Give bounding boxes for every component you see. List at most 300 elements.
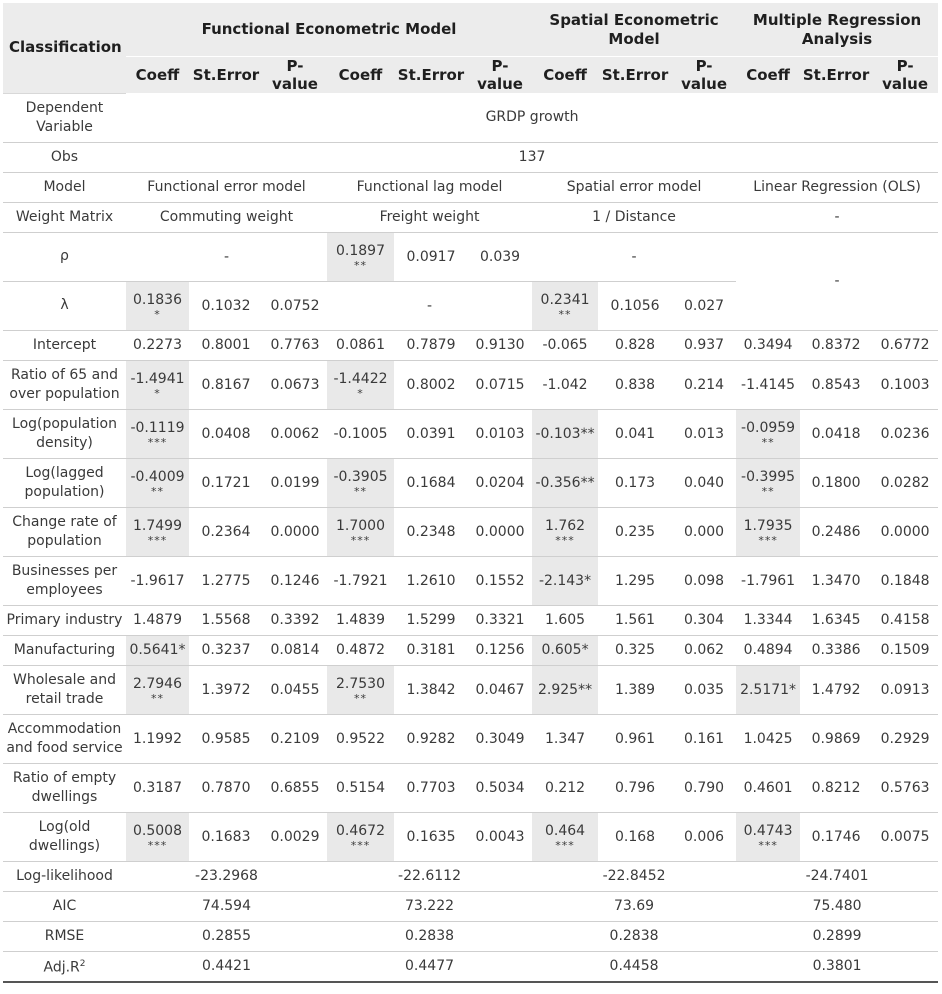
coeff-value: -1.042 xyxy=(542,376,588,393)
se-cell: 0.7879 xyxy=(394,330,468,360)
se-cell: 0.8372 xyxy=(800,330,872,360)
row-label: ρ xyxy=(3,232,126,281)
coeff-value: 1.605 xyxy=(544,612,586,628)
coeff-value: -1.7961 xyxy=(741,572,796,589)
p-cell: 0.000 xyxy=(672,507,736,556)
p-cell: 0.0467 xyxy=(468,665,532,714)
significance-stars: ** xyxy=(761,485,775,498)
coeff-value: -0.1005 xyxy=(333,425,388,442)
coeff-cell xyxy=(532,605,598,635)
coeff-col-header: Coeff xyxy=(126,57,189,94)
se-cell: 0.8001 xyxy=(189,330,263,360)
coeff-cell xyxy=(532,714,598,763)
fit-stat-value: 75.480 xyxy=(736,891,938,921)
p-cell: 0.0673 xyxy=(263,360,327,409)
significance-stars: ** xyxy=(151,485,164,498)
se-cell: 0.8167 xyxy=(189,360,263,409)
weight-matrix-value: - xyxy=(736,202,938,232)
coeff-cell xyxy=(327,330,394,360)
coeff-value: 0.605* xyxy=(541,642,589,658)
coeff-value: 0.4872 xyxy=(336,642,385,658)
coeff-cell xyxy=(736,556,800,605)
fit-stat-row xyxy=(3,891,938,921)
coeff-cell xyxy=(126,507,189,556)
coeff-value: 0.3494 xyxy=(743,337,793,353)
coeff-cell xyxy=(327,556,394,605)
p-cell: 0.0199 xyxy=(263,458,327,507)
significance-stars: *** xyxy=(147,436,168,449)
st-error-col-header: St.Error xyxy=(598,57,672,94)
p-cell: 0.1552 xyxy=(468,556,532,605)
se-cell: 0.041 xyxy=(598,409,672,458)
coeff-value: -0.3905 xyxy=(333,469,388,485)
coeff-value: -2.143* xyxy=(538,572,592,589)
p-cell: 0.062 xyxy=(672,635,736,665)
se-cell: 0.1684 xyxy=(394,458,468,507)
p-cell: 0.0282 xyxy=(872,458,938,507)
table-row xyxy=(3,714,938,763)
coeff-cell xyxy=(327,507,394,556)
coeff-value: -0.356** xyxy=(535,474,595,491)
coeff-value: 0.4894 xyxy=(743,642,793,658)
coeff-value: 2.7530 xyxy=(336,676,385,692)
fit-stat-value: 0.3801 xyxy=(736,951,938,982)
row-label: Ratio of 65 and over population xyxy=(3,360,126,409)
row-label: Businesses per employees xyxy=(3,556,126,605)
coeff-cell xyxy=(532,409,598,458)
se-cell: 1.5568 xyxy=(189,605,263,635)
p-cell: 0.006 xyxy=(672,812,736,861)
significance-stars: * xyxy=(154,387,161,400)
coeff-value: -1.4422 xyxy=(333,371,388,387)
coeff-value: 0.2273 xyxy=(133,337,182,353)
weight-matrix-value: Freight weight xyxy=(327,202,532,232)
se-cell: 1.295 xyxy=(598,556,672,605)
coeff-cell xyxy=(327,635,394,665)
significance-stars: * xyxy=(357,387,364,400)
coeff-value: -0.103** xyxy=(535,425,595,442)
significance-stars: ** xyxy=(354,692,367,705)
row-label: AIC xyxy=(3,891,126,921)
se-cell: 1.4792 xyxy=(800,665,872,714)
p-cell: 0.9130 xyxy=(468,330,532,360)
se-cell: 1.6345 xyxy=(800,605,872,635)
coeff-cell xyxy=(126,458,189,507)
row-label: Ratio of empty dwellings xyxy=(3,763,126,812)
p-cell: 0.214 xyxy=(672,360,736,409)
coeff-cell xyxy=(532,665,598,714)
p-value-col-header: P-value xyxy=(672,57,736,94)
significance-stars: *** xyxy=(555,839,575,852)
coeff-cell xyxy=(532,635,598,665)
se-cell: 0.8002 xyxy=(394,360,468,409)
table-body xyxy=(3,93,938,982)
coeff-cell xyxy=(736,665,800,714)
p-cell: 0.1509 xyxy=(872,635,938,665)
se-cell: 0.828 xyxy=(598,330,672,360)
se-cell: 0.2348 xyxy=(394,507,468,556)
lambda-flm-value: - xyxy=(327,281,532,330)
coeff-value: 0.4601 xyxy=(743,779,793,796)
coeff-value: 0.4672 xyxy=(336,823,385,839)
row-label: $Adj.R^2$ xyxy=(3,951,126,982)
row-label: λ xyxy=(3,281,126,330)
se-cell: 0.1635 xyxy=(394,812,468,861)
coeff-value: -0.0959 xyxy=(741,420,796,436)
se-cell: 1.2775 xyxy=(189,556,263,605)
significance-stars: *** xyxy=(350,534,371,547)
se-cell: 0.1800 xyxy=(800,458,872,507)
coeff-cell xyxy=(532,360,598,409)
coeff-cell xyxy=(327,763,394,812)
fit-stat-row xyxy=(3,921,938,951)
coeff-cell xyxy=(532,330,598,360)
table-row xyxy=(3,605,938,635)
se-cell: 0.2486 xyxy=(800,507,872,556)
p-cell: 0.304 xyxy=(672,605,736,635)
coeff-value: 0.9522 xyxy=(336,730,385,747)
table-row xyxy=(3,330,938,360)
subheader-row xyxy=(3,57,938,94)
row-label: Dependent Variable xyxy=(3,93,126,142)
row-label: Log-likelihood xyxy=(3,861,126,891)
coeff-cell xyxy=(126,714,189,763)
model-name: Functional error model xyxy=(126,172,327,202)
table-row xyxy=(3,458,938,507)
p-value-col-header: P-value xyxy=(263,57,327,94)
significance-stars: *** xyxy=(758,534,778,547)
se-cell: 1.3972 xyxy=(189,665,263,714)
p-cell: 0.5763 xyxy=(872,763,938,812)
coeff-value: -1.4941 xyxy=(130,371,185,387)
row-label: Primary industry xyxy=(3,605,126,635)
weight-matrix-value: Commuting weight xyxy=(126,202,327,232)
se-cell: 0.961 xyxy=(598,714,672,763)
coeff-value: 0.5641* xyxy=(129,642,186,658)
p-cell: 0.0103 xyxy=(468,409,532,458)
coeff-cell xyxy=(327,360,394,409)
row-label: Obs xyxy=(3,142,126,172)
coeff-cell xyxy=(532,763,598,812)
p-cell: 0.937 xyxy=(672,330,736,360)
coeff-cell xyxy=(327,812,394,861)
coeff-cell xyxy=(736,330,800,360)
coeff-cell xyxy=(126,556,189,605)
fit-stat-value: -22.6112 xyxy=(327,861,532,891)
se-cell: 0.9585 xyxy=(189,714,263,763)
p-cell: 0.1256 xyxy=(468,635,532,665)
coeff-value: -0.1119 xyxy=(130,420,185,436)
p-cell: 0.1246 xyxy=(263,556,327,605)
se-cell: 1.389 xyxy=(598,665,672,714)
fit-stat-value: 0.2838 xyxy=(532,921,736,951)
obs-row xyxy=(3,142,938,172)
p-cell: 0.013 xyxy=(672,409,736,458)
p-cell: 0.3392 xyxy=(263,605,327,635)
rho-fem-value: - xyxy=(126,232,327,281)
p-cell: 0.2109 xyxy=(263,714,327,763)
coeff-value: 1.7000 xyxy=(336,518,385,534)
coeff-cell xyxy=(736,812,800,861)
p-cell: 0.0043 xyxy=(468,812,532,861)
rho-lambda-mra-value: - xyxy=(736,232,938,330)
fit-stat-value: -24.7401 xyxy=(736,861,938,891)
coeff-cell xyxy=(736,763,800,812)
coeff-cell xyxy=(736,409,800,458)
coeff-col-header: Coeff xyxy=(532,57,598,94)
fit-stat-value: 74.594 xyxy=(126,891,327,921)
significance-stars: ** xyxy=(151,692,164,705)
coeff-cell xyxy=(532,556,598,605)
mra-group-header: Multiple Regression Analysis xyxy=(736,3,938,57)
table-row xyxy=(3,556,938,605)
se-cell: 0.0418 xyxy=(800,409,872,458)
significance-stars: *** xyxy=(758,839,778,852)
p-cell: 0.0814 xyxy=(263,635,327,665)
significance-stars: ** xyxy=(354,485,367,498)
coeff-cell xyxy=(126,605,189,635)
se-cell: 0.1056 xyxy=(598,281,672,330)
coeff-value: 0.464 xyxy=(544,823,586,839)
fit-stat-value: 0.2838 xyxy=(327,921,532,951)
coeff-value: 0.4743 xyxy=(743,823,793,839)
st-error-col-header: St.Error xyxy=(394,57,468,94)
coeff-cell xyxy=(126,409,189,458)
coeff-cell xyxy=(327,665,394,714)
p-cell: 0.3049 xyxy=(468,714,532,763)
p-cell: 0.0715 xyxy=(468,360,532,409)
coeff-cell xyxy=(736,635,800,665)
p-cell: 0.0075 xyxy=(872,812,938,861)
se-cell: 0.168 xyxy=(598,812,672,861)
model-name: Spatial error model xyxy=(532,172,736,202)
classification-header: Classification xyxy=(3,3,126,93)
model-row xyxy=(3,172,938,202)
p-cell: 0.0000 xyxy=(872,507,938,556)
p-cell: 0.3321 xyxy=(468,605,532,635)
p-cell: 0.0455 xyxy=(263,665,327,714)
se-cell: 0.9282 xyxy=(394,714,468,763)
se-cell: 0.3237 xyxy=(189,635,263,665)
coeff-value: 0.212 xyxy=(544,779,586,796)
coeff-value: -0.4009 xyxy=(130,469,185,485)
se-cell: 0.7870 xyxy=(189,763,263,812)
table-row xyxy=(3,409,938,458)
coeff-cell xyxy=(126,763,189,812)
significance-stars: *** xyxy=(147,534,168,547)
coeff-value: 2.925** xyxy=(537,681,593,698)
table-row xyxy=(3,360,938,409)
row-label: Wholesale and retail trade xyxy=(3,665,126,714)
se-cell: 0.8543 xyxy=(800,360,872,409)
row-label: Model xyxy=(3,172,126,202)
p-cell: 0.1848 xyxy=(872,556,938,605)
fit-stat-value: 0.4477 xyxy=(327,951,532,982)
p-cell: 0.4158 xyxy=(872,605,938,635)
coeff-cell xyxy=(532,507,598,556)
coeff-cell xyxy=(126,665,189,714)
coeff-cell xyxy=(736,458,800,507)
row-label: Accommodation and food service xyxy=(3,714,126,763)
coeff-cell: 0.1836 * xyxy=(126,281,189,330)
fit-stat-value: -22.8452 xyxy=(532,861,736,891)
row-label: RMSE xyxy=(3,921,126,951)
coeff-value: 0.5008 xyxy=(133,823,182,839)
row-label: Log(population density) xyxy=(3,409,126,458)
se-cell: 0.8212 xyxy=(800,763,872,812)
table-row xyxy=(3,507,938,556)
se-cell: 1.5299 xyxy=(394,605,468,635)
st-error-col-header: St.Error xyxy=(189,57,263,94)
se-cell: 0.3181 xyxy=(394,635,468,665)
weight-matrix-value: 1 / Distance xyxy=(532,202,736,232)
regression-table xyxy=(3,3,938,983)
coeff-cell xyxy=(126,360,189,409)
functional-group-header: Functional Econometric Model xyxy=(126,3,532,57)
coeff-col-header: Coeff xyxy=(327,57,394,94)
fit-stat-value: 73.222 xyxy=(327,891,532,921)
coeff-col-header: Coeff xyxy=(736,57,800,94)
p-value-col-header: P-value xyxy=(468,57,532,94)
se-cell: 0.1721 xyxy=(189,458,263,507)
rho-sem-value: - xyxy=(532,232,736,281)
coeff-value: 1.4879 xyxy=(133,612,182,628)
se-cell: 0.1683 xyxy=(189,812,263,861)
fit-stat-row xyxy=(3,861,938,891)
p-cell: 0.5034 xyxy=(468,763,532,812)
coeff-value: 1.3344 xyxy=(743,612,793,628)
fit-stat-value: -23.2968 xyxy=(126,861,327,891)
coeff-cell: 0.2341 ** xyxy=(532,281,598,330)
coeff-value: -1.4145 xyxy=(741,376,796,393)
p-cell: 0.0204 xyxy=(468,458,532,507)
p-cell: 0.0029 xyxy=(263,812,327,861)
p-cell: 0.2929 xyxy=(872,714,938,763)
coeff-value: -0.3995 xyxy=(741,469,796,485)
coeff-value: 1.0425 xyxy=(743,730,793,747)
spatial-group-header: Spatial Econometric Model xyxy=(532,3,736,57)
coeff-cell xyxy=(327,714,394,763)
coeff-value: 1.347 xyxy=(544,730,586,747)
table-header xyxy=(3,3,938,93)
se-cell: 0.173 xyxy=(598,458,672,507)
coeff-value: -1.7921 xyxy=(333,572,388,589)
table-row xyxy=(3,665,938,714)
coeff-cell: 0.1897 ** xyxy=(327,232,394,281)
coeff-value: -1.9617 xyxy=(130,572,185,589)
dependent-variable-row xyxy=(3,93,938,142)
row-label: Change rate of population xyxy=(3,507,126,556)
dependent-variable-value: GRDP growth xyxy=(126,93,938,142)
se-cell: 0.7703 xyxy=(394,763,468,812)
coeff-value: 0.5154 xyxy=(336,779,385,796)
adj-r2-row xyxy=(3,951,938,982)
se-cell: 0.1032 xyxy=(189,281,263,330)
p-cell: 0.0236 xyxy=(872,409,938,458)
model-name: Linear Regression (OLS) xyxy=(736,172,938,202)
row-label: Log(lagged population) xyxy=(3,458,126,507)
table-row xyxy=(3,635,938,665)
significance-stars: *** xyxy=(147,839,168,852)
significance-stars: *** xyxy=(350,839,371,852)
row-label: Manufacturing xyxy=(3,635,126,665)
se-cell: 0.0917 xyxy=(394,232,468,281)
coeff-cell xyxy=(532,812,598,861)
p-value-col-header: P-value xyxy=(872,57,938,94)
se-cell: 0.3386 xyxy=(800,635,872,665)
obs-value: 137 xyxy=(126,142,938,172)
p-cell: 0.035 xyxy=(672,665,736,714)
se-cell: 1.2610 xyxy=(394,556,468,605)
coeff-cell xyxy=(126,330,189,360)
se-cell: 1.3842 xyxy=(394,665,468,714)
coeff-value: 1.7499 xyxy=(133,518,182,534)
p-cell: 0.0000 xyxy=(263,507,327,556)
p-cell: 0.098 xyxy=(672,556,736,605)
fit-stat-value: 0.2899 xyxy=(736,921,938,951)
se-cell: 0.1746 xyxy=(800,812,872,861)
se-cell: 1.561 xyxy=(598,605,672,635)
coeff-value: 1.762 xyxy=(544,518,586,534)
row-label: Log(old dwellings) xyxy=(3,812,126,861)
coeff-value: 0.3187 xyxy=(133,779,182,796)
p-cell: 0.0913 xyxy=(872,665,938,714)
model-name: Functional lag model xyxy=(327,172,532,202)
significance-stars: *** xyxy=(555,534,575,547)
se-cell: 1.3470 xyxy=(800,556,872,605)
coeff-value: 2.5171* xyxy=(740,681,797,698)
table-row xyxy=(3,812,938,861)
p-cell: 0.7763 xyxy=(263,330,327,360)
se-cell: 0.325 xyxy=(598,635,672,665)
significance-stars: ** xyxy=(761,436,775,449)
se-cell: 0.0391 xyxy=(394,409,468,458)
se-cell: 0.235 xyxy=(598,507,672,556)
se-cell: 0.0408 xyxy=(189,409,263,458)
fit-stat-value: 73.69 xyxy=(532,891,736,921)
coeff-value: -0.065 xyxy=(542,337,588,353)
p-cell: 0.161 xyxy=(672,714,736,763)
p-cell: 0.1003 xyxy=(872,360,938,409)
fit-stat-value: 0.2855 xyxy=(126,921,327,951)
coeff-cell xyxy=(327,458,394,507)
table-row xyxy=(3,763,938,812)
coeff-cell xyxy=(736,360,800,409)
coeff-value: 1.1992 xyxy=(133,730,182,747)
se-cell: 0.796 xyxy=(598,763,672,812)
p-cell: 0.027 xyxy=(672,281,736,330)
coeff-value: 1.7935 xyxy=(743,518,793,534)
fit-stat-value: 0.4421 xyxy=(126,951,327,982)
se-cell: 0.9869 xyxy=(800,714,872,763)
p-cell: 0.6772 xyxy=(872,330,938,360)
coeff-cell xyxy=(126,635,189,665)
st-error-col-header: St.Error xyxy=(800,57,872,94)
fit-stat-value: 0.4458 xyxy=(532,951,736,982)
se-cell: 0.2364 xyxy=(189,507,263,556)
row-label: Weight Matrix xyxy=(3,202,126,232)
coeff-cell xyxy=(736,507,800,556)
coeff-cell xyxy=(126,812,189,861)
se-cell: 0.838 xyxy=(598,360,672,409)
coeff-value: 0.0861 xyxy=(336,337,385,353)
p-cell: 0.040 xyxy=(672,458,736,507)
p-cell: 0.6855 xyxy=(263,763,327,812)
coeff-cell xyxy=(532,458,598,507)
coeff-cell xyxy=(736,714,800,763)
coeff-value: 2.7946 xyxy=(133,676,182,692)
p-cell: 0.0062 xyxy=(263,409,327,458)
